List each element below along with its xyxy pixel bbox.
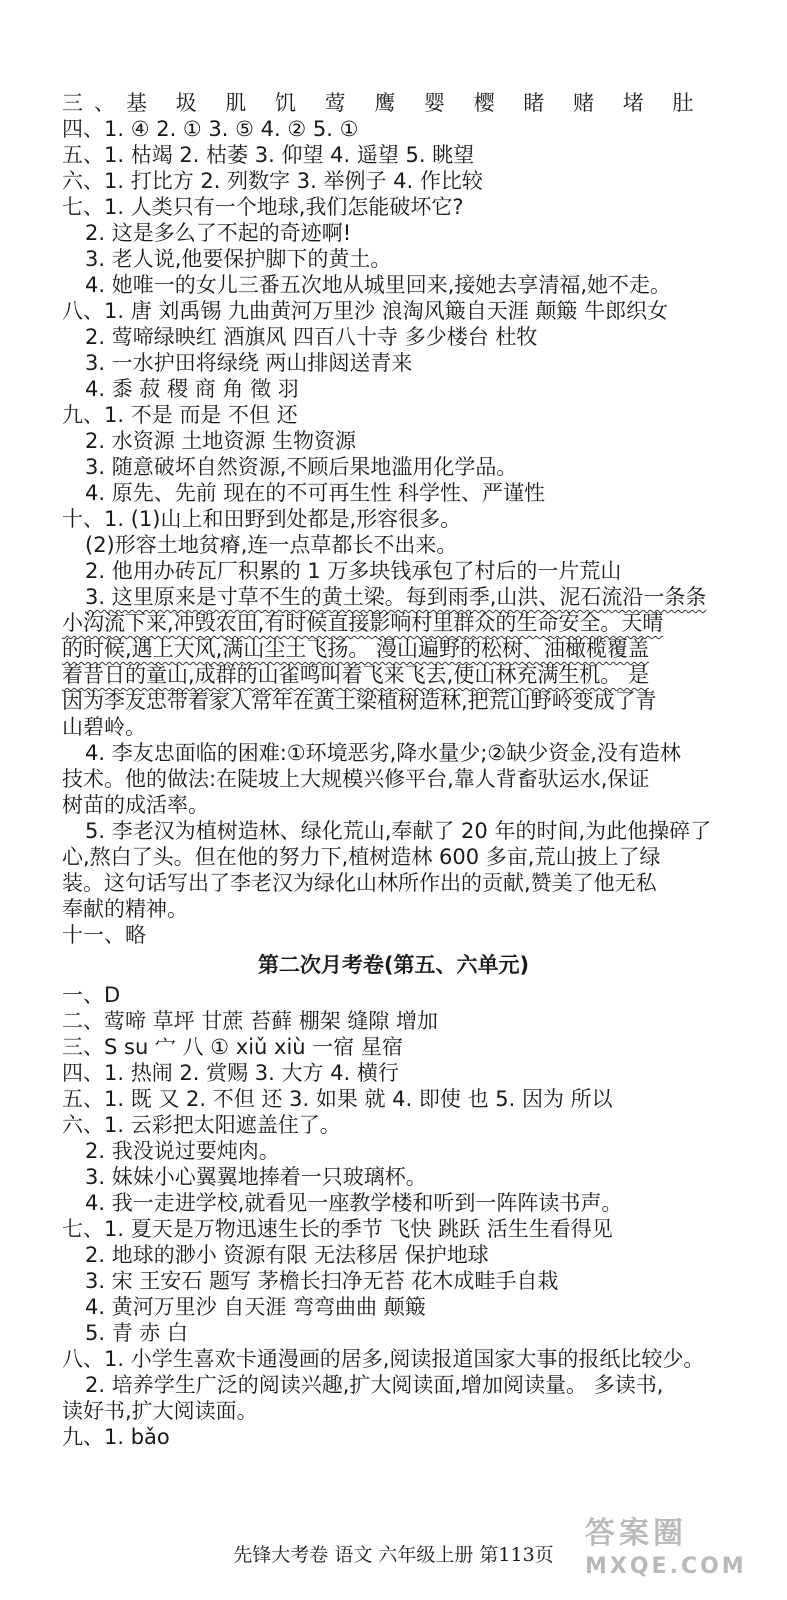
answer-line: (2)形容土地贫瘠,连一点草都长不出来。 bbox=[85, 533, 458, 557]
watermark-domain: MXQE.COM bbox=[585, 1554, 747, 1579]
answer-line: 着昔日的童山,成群的山雀鸣叫着飞来飞去,使山林充满生机。 是 bbox=[62, 663, 650, 687]
answer-line: 读好书,扩大阅读面。 bbox=[62, 1399, 258, 1423]
answer-line: 九、1. bǎo bbox=[62, 1425, 170, 1449]
answer-line: 八、1. 小学生喜欢卡通漫画的居多,阅读报道国家大事的报纸比较少。 bbox=[62, 1347, 705, 1371]
answer-line: 3. 宋 王安石 题写 茅檐长扫净无苔 花木成畦手自栽 bbox=[85, 1269, 559, 1293]
page-footer: 先锋大考卷 语文 六年级上册 第113页 bbox=[233, 1544, 554, 1566]
answer-line: 技术。他的做法:在陡坡上大规模兴修平台,靠人背畜驮运水,保证 bbox=[62, 767, 650, 791]
answer-line: 四、1. ④ 2. ① 3. ⑤ 4. ② 5. ① bbox=[62, 117, 359, 141]
answer-line: 四、1. 热闹 2. 赏赐 3. 大方 4. 横行 bbox=[62, 1061, 399, 1085]
answer-line: 九、1. 不是 而是 不但 还 bbox=[62, 403, 298, 427]
answer-line: 2. 他用办砖瓦厂积累的 1 万多块钱承包了村后的一片荒山 bbox=[85, 559, 622, 583]
answer-line: 六、1. 打比方 2. 列数字 3. 举例子 4. 作比较 bbox=[62, 169, 483, 193]
answer-line: 心,熬白了头。但在他的努力下,植树造林 600 多亩,荒山披上了绿 bbox=[62, 845, 661, 869]
answer-line: 2. 这是多么了不起的奇迹啊! bbox=[85, 221, 352, 245]
answer-line: 十、1. (1)山上和田野到处都是,形容很多。 bbox=[62, 507, 462, 531]
answer-line: 4. 李友忠面临的困难:①环境恶劣,降水量少;②缺少资金,没有造林 bbox=[85, 741, 681, 765]
answer-line: 三、S su 宀 八 ① xiǔ xiù 一宿 星宿 bbox=[62, 1035, 403, 1059]
answer-line: 的时候,遇上大风,满山尘土飞扬。 漫山遍野的松树、油橄榄覆盖 bbox=[62, 637, 650, 661]
section-title: 第二次月考卷(第五、六单元) bbox=[257, 953, 530, 977]
answer-line: 山碧岭。 bbox=[62, 715, 146, 739]
answer-line: 奉献的精神。 bbox=[62, 897, 188, 921]
answer-line: 5. 青 赤 白 bbox=[85, 1321, 189, 1345]
answer-line: 六、1. 云彩把太阳遮盖住了。 bbox=[62, 1113, 341, 1137]
watermark-logo bbox=[585, 1508, 765, 1588]
answer-line: 八、1. 唐 刘禹锡 九曲黄河万里沙 浪淘风簸自天涯 颠簸 牛郎织女 bbox=[62, 299, 669, 323]
answer-line: 2. 培养学生广泛的阅读兴趣,扩大阅读面,增加阅读量。 多读书, bbox=[85, 1373, 664, 1397]
answer-line: 装。这句话写出了李老汉为绿化山林所作出的贡献,赞美了他无私 bbox=[62, 871, 657, 895]
answer-line: 五、1. 既 又 2. 不但 还 3. 如果 就 4. 即使 也 5. 因为 所以 bbox=[62, 1087, 613, 1111]
answer-line: 3. 一水护田将绿绕 两山排闼送青来 bbox=[85, 351, 413, 375]
answer-line: 3. 老人说,他要保护脚下的黄土。 bbox=[85, 247, 392, 271]
answer-line: 3. 这里原来是寸草不生的黄土梁。每到雨季,山洪、泥石流沿一条条 bbox=[85, 585, 707, 609]
answer-line: 4. 黄河万里沙 自天涯 弯弯曲曲 颠簸 bbox=[85, 1295, 426, 1319]
answer-line: 二、莺啼 草坪 甘蔗 苔藓 棚架 缝隙 增加 bbox=[62, 1009, 439, 1033]
answer-line: 4. 我一走进学校,就看见一座教学楼和听到一阵阵读书声。 bbox=[85, 1191, 623, 1215]
answer-line: 三、基 圾 肌 饥 莺 鹰 婴 樱 睹 赌 堵 肚 bbox=[62, 91, 705, 115]
answer-line: 2. 地球的渺小 资源有限 无法移居 保护地球 bbox=[85, 1243, 489, 1267]
answer-line: 十一、略 bbox=[62, 923, 146, 947]
answer-line: 七、1. 夏天是万物迅速生长的季节 飞快 跳跃 活生生看得见 bbox=[62, 1217, 613, 1241]
answer-line: 树苗的成活率。 bbox=[62, 793, 209, 817]
answer-line: 4. 她唯一的女儿三番五次地从城里回来,接她去享清福,她不走。 bbox=[85, 273, 672, 297]
answer-line: 2. 水资源 土地资源 生物资源 bbox=[85, 429, 357, 453]
answer-line: 2. 我没说过要炖肉。 bbox=[85, 1139, 280, 1163]
answer-line: 因为李友忠带着家人常年在黄土梁植树造林,把荒山野岭变成了青 bbox=[62, 689, 657, 713]
answer-line: 五、1. 枯竭 2. 枯萎 3. 仰望 4. 遥望 5. 眺望 bbox=[62, 143, 475, 167]
answer-line: 4. 原先、先前 现在的不可再生性 科学性、严谨性 bbox=[85, 481, 546, 505]
answer-line: 七、1. 人类只有一个地球,我们怎能破坏它? bbox=[62, 195, 464, 219]
answer-line: 2. 莺啼绿映红 酒旗风 四百八十寺 多少楼台 杜牧 bbox=[85, 325, 538, 349]
watermark-text: 答案圈 bbox=[585, 1516, 687, 1551]
answer-line: 3. 妹妹小心翼翼地捧着一只玻璃杯。 bbox=[85, 1165, 427, 1189]
answer-line: 5. 李老汉为植树造林、绿化荒山,奉献了 20 年的时间,为此他操碎了 bbox=[85, 819, 712, 843]
answer-line: 一、D bbox=[62, 983, 121, 1007]
answer-line: 3. 随意破坏自然资源,不顾后果地滥用化学品。 bbox=[85, 455, 518, 479]
answer-line: 小沟流下来,冲毁农田,有时候直接影响村里群众的生命安全。天晴 bbox=[62, 611, 664, 635]
answer-line: 4. 黍 菽 稷 商 角 徵 羽 bbox=[85, 377, 299, 401]
